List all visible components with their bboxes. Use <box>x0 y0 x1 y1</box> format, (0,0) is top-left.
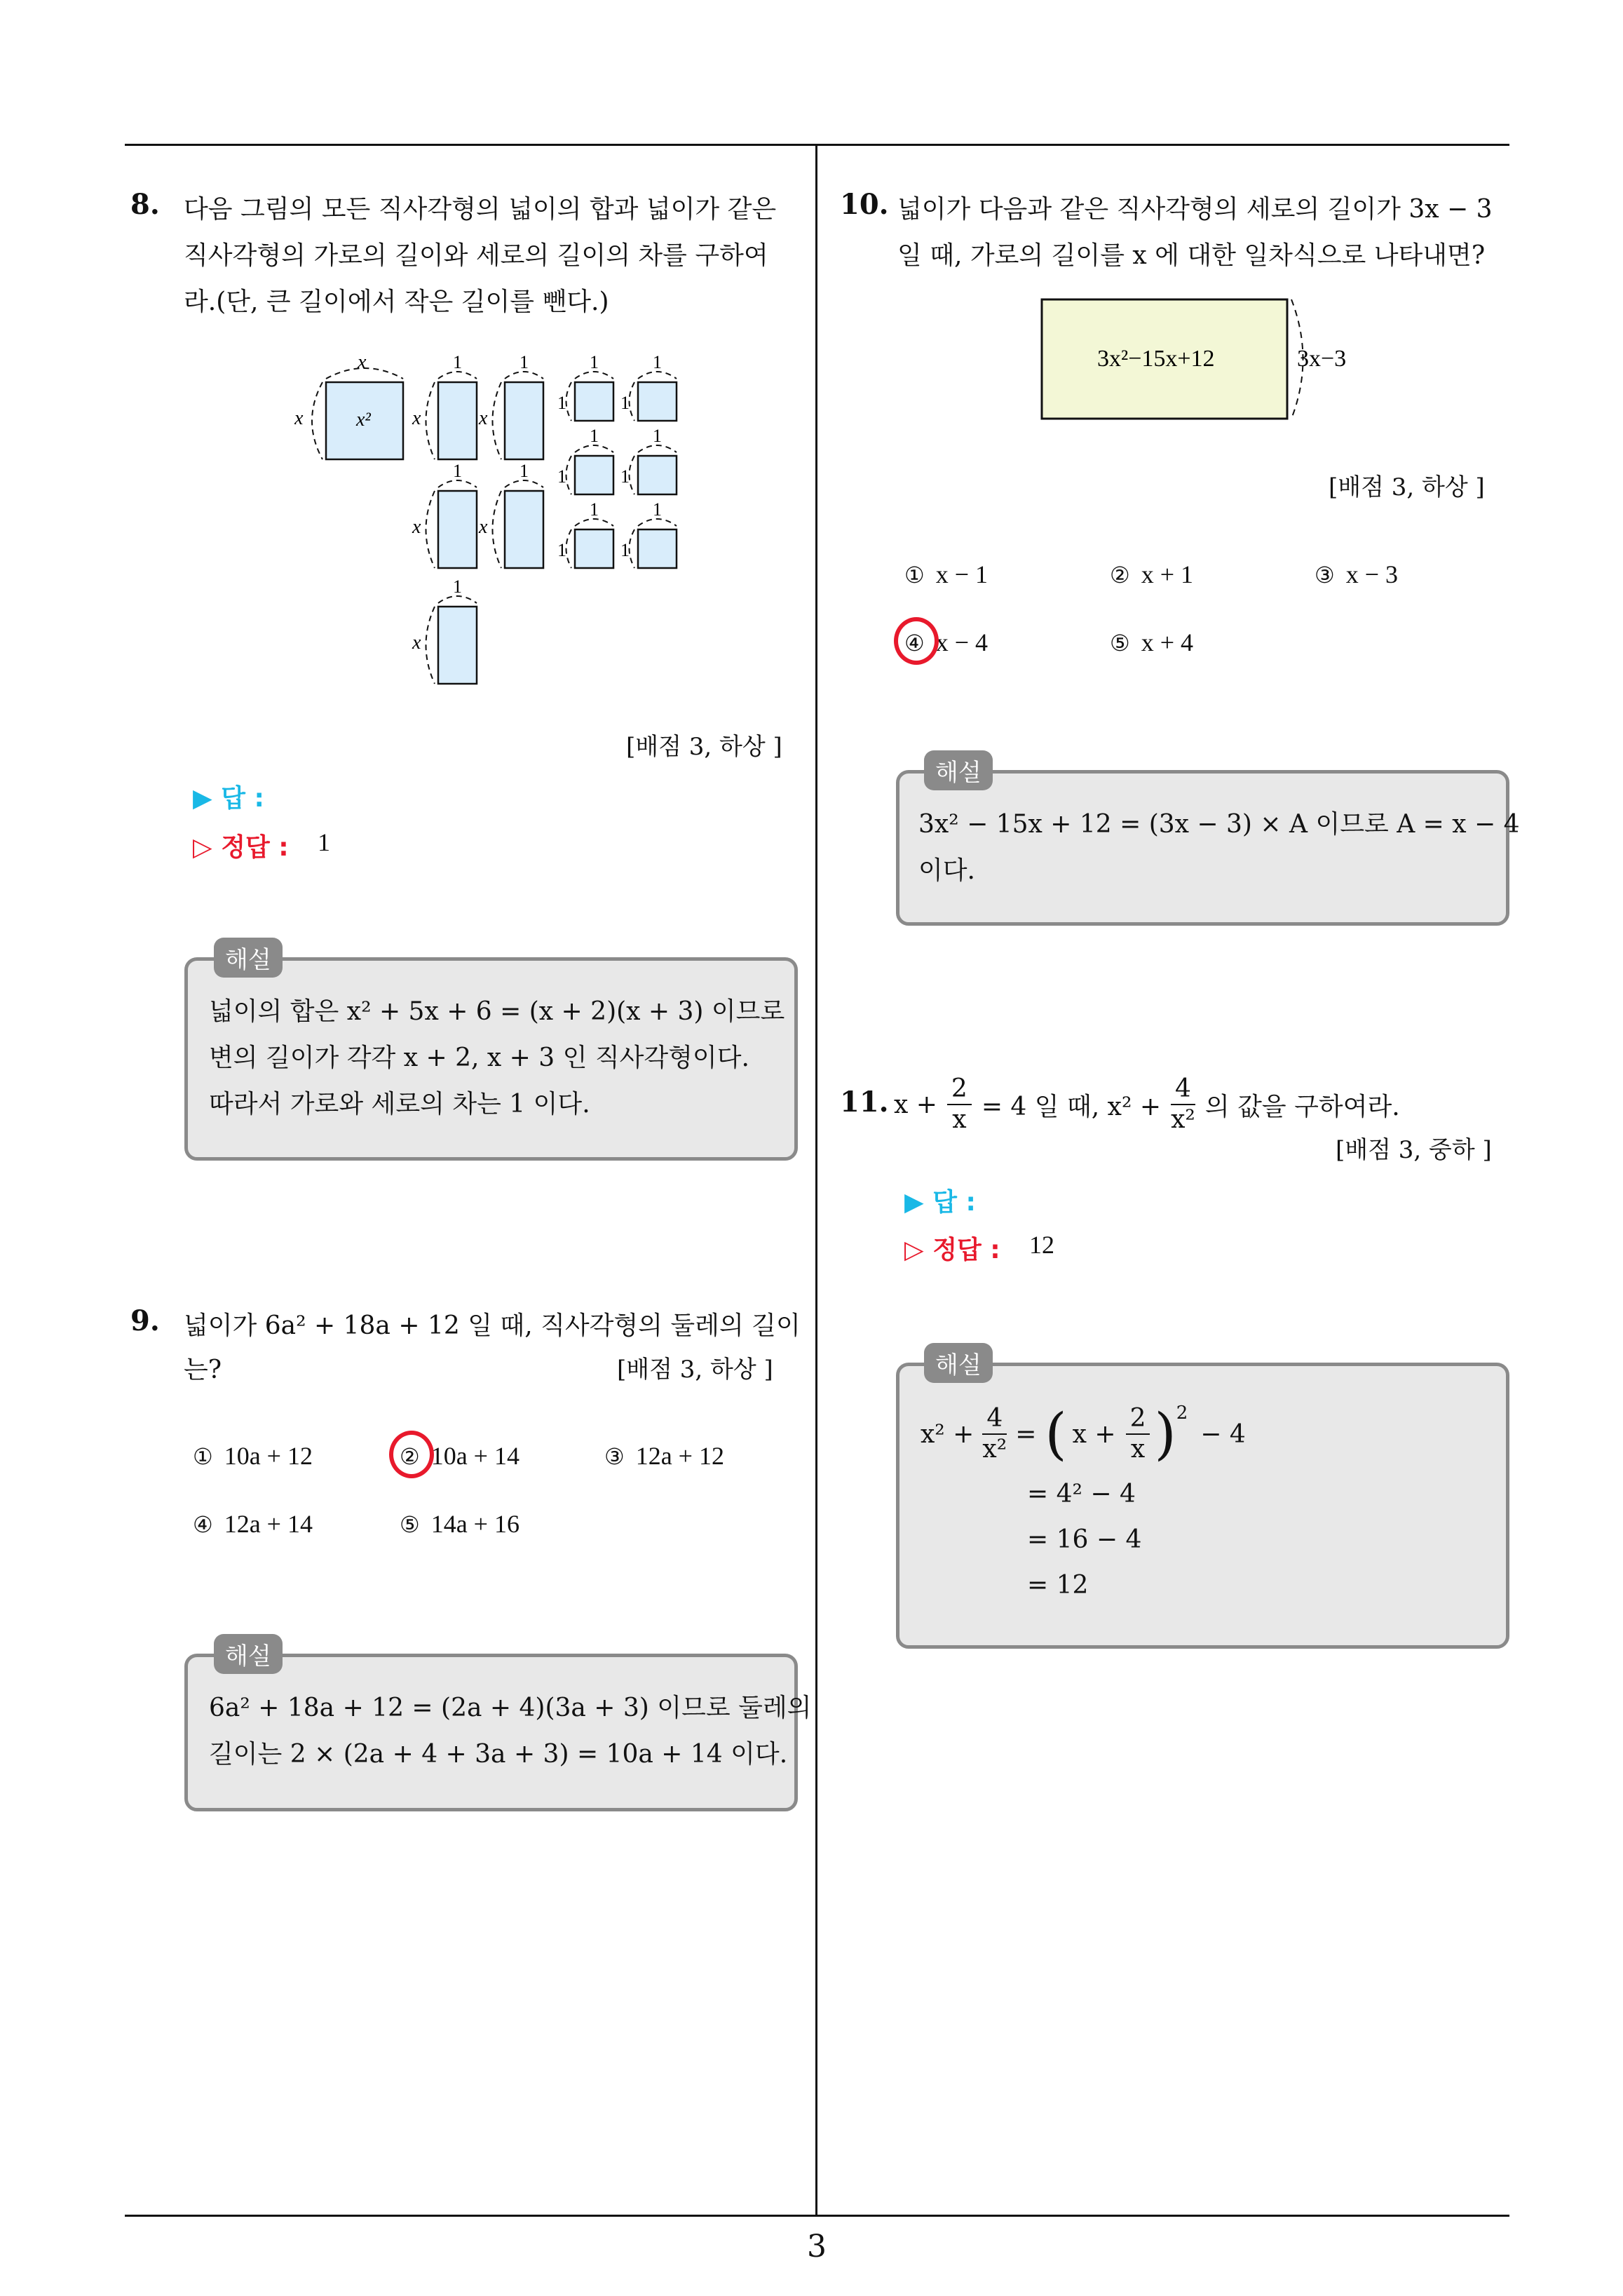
square-1 <box>638 456 677 494</box>
rect-1x <box>438 491 477 568</box>
q11-exp-paren-fraction: $\frac{2}{x}$ <box>1126 1404 1150 1464</box>
q9-text-line-2: 는? <box>184 1356 222 1384</box>
q10-choice-3[interactable]: ③ x − 3 <box>1315 560 1398 588</box>
svg-text:1: 1 <box>557 393 566 413</box>
square-1 <box>638 529 677 568</box>
svg-text:1: 1 <box>620 540 630 560</box>
rect-1x <box>505 382 543 459</box>
q9-explanation-line-1: 6a² + 18a + 12 = (2a + 4)(3a + 3) 이므로 둘레의 <box>209 1694 812 1722</box>
q10-figure <box>1038 291 1402 431</box>
q11-explanation-step-1: = 4² − 4 <box>1027 1480 1136 1508</box>
q9-choice-1[interactable]: ① 10a + 12 <box>193 1442 313 1470</box>
q11-explanation-line-1: x² + $\frac{4}{\text{x²}}$ = ( x + $\frac{2}{x}$ ) 2 − 4 <box>921 1401 1246 1466</box>
square-1 <box>575 382 613 421</box>
q11-mid: = 4 일 때, x² + <box>981 1092 1162 1121</box>
page-number: 3 <box>807 2229 827 2264</box>
q11-correct-label: ▷ 정답 : <box>904 1236 1000 1264</box>
q10-choice-5[interactable]: ⑤ x + 4 <box>1110 628 1193 656</box>
q9-score: [배점 3, 하상 ] <box>617 1356 773 1384</box>
q8-text-line-1: 다음 그림의 모든 직사각형의 넓이의 합과 넓이가 같은 <box>184 195 777 224</box>
svg-text:1: 1 <box>590 499 599 520</box>
q10-choice-1[interactable]: ① x − 1 <box>904 560 988 588</box>
q10-height-label: 3x−3 <box>1297 346 1347 372</box>
svg-text:1: 1 <box>557 466 566 487</box>
svg-text:1: 1 <box>590 426 599 446</box>
q9-selected-circle <box>389 1431 434 1478</box>
q8-explanation-line-1: 넓이의 합은 x² + 5x + 6 = (x + 2)(x + 3) 이므로 <box>209 997 785 1026</box>
q9-number: 9. <box>130 1304 160 1337</box>
q11-explanation-step-2: = 16 − 4 <box>1027 1525 1142 1554</box>
q10-choice-4[interactable]: ④ x − 4 <box>904 628 988 656</box>
q10-score: [배점 3, 하상 ] <box>1329 473 1485 501</box>
q10-selected-circle <box>894 617 939 665</box>
q10-explanation-line-1: 3x² − 15x + 12 = (3x − 3) × A 이므로 A = x − 4 <box>918 810 1520 839</box>
svg-text:1: 1 <box>453 461 462 481</box>
q8-explanation-line-3: 따라서 가로와 세로의 차는 1 이다. <box>209 1090 590 1119</box>
q10-explanation-line-2: 이다. <box>918 856 975 885</box>
svg-text:1: 1 <box>620 466 630 487</box>
q8-explanation-line-2: 변의 길이가 각각 x + 2, x + 3 인 직사각형이다. <box>209 1044 749 1072</box>
q11-number: 11. <box>840 1086 889 1119</box>
svg-text:1: 1 <box>520 352 529 372</box>
svg-text:1: 1 <box>453 576 462 597</box>
q11-fraction-2: $\frac{4}{\text{x²}}$ <box>1171 1074 1195 1134</box>
svg-text:x: x <box>412 516 421 538</box>
q9-choice-2[interactable]: ② 10a + 14 <box>400 1442 520 1470</box>
q8-number: 8. <box>130 188 160 221</box>
svg-text:1: 1 <box>520 461 529 481</box>
q8-fig-label-x-top: x <box>358 351 367 373</box>
q8-text-line-2: 직사각형의 가로의 길이와 세로의 길이의 차를 구하여 <box>184 241 768 270</box>
q8-text-line-3: 라.(단, 큰 길이에서 작은 길이를 뺀다.) <box>184 288 609 316</box>
q10-text-line-1: 넓이가 다음과 같은 직사각형의 세로의 길이가 3x − 3 <box>897 195 1493 224</box>
q10-area-label: 3x²−15x+12 <box>1097 346 1215 372</box>
q8-score: [배점 3, 하상 ] <box>626 733 782 761</box>
q11-exp-fraction: $\frac{4}{\text{x²}}$ <box>982 1404 1007 1464</box>
q9-choice-5[interactable]: ⑤ 14a + 16 <box>400 1510 520 1538</box>
right-paren: ) <box>1154 1401 1176 1466</box>
q11-correct-value: 12 <box>1029 1231 1054 1259</box>
q8-figure <box>294 347 701 691</box>
svg-text:x: x <box>412 632 421 654</box>
q8-correct-label: ▷ 정답 : <box>193 833 289 862</box>
left-paren: ( <box>1045 1401 1067 1466</box>
q11-fraction-1: $\frac{2}{x}$ <box>947 1074 972 1135</box>
svg-text:x: x <box>412 407 421 429</box>
square-1 <box>575 456 613 494</box>
svg-text:1: 1 <box>653 499 662 520</box>
rect-1x <box>505 491 543 568</box>
square-1 <box>575 529 613 568</box>
svg-text:1: 1 <box>557 540 566 560</box>
q10-explanation-tab: 해설 <box>924 750 993 790</box>
column-divider <box>815 144 817 2216</box>
q9-explanation-line-2: 길이는 2 × (2a + 4 + 3a + 3) = 10a + 14 이다. <box>209 1740 788 1769</box>
q11-suffix: 의 값을 구하여라. <box>1204 1092 1400 1121</box>
svg-text:1: 1 <box>620 393 630 413</box>
svg-text:x: x <box>479 407 488 429</box>
svg-text:1: 1 <box>653 352 662 372</box>
q11-prefix: x + <box>894 1090 937 1119</box>
svg-text:1: 1 <box>590 352 599 372</box>
square-1 <box>638 382 677 421</box>
q10-text-line-2: 일 때, 가로의 길이를 x 에 대한 일차식으로 나타내면? <box>897 241 1486 270</box>
q8-explanation-tab: 해설 <box>214 938 283 978</box>
bottom-rule <box>125 2215 1509 2217</box>
q9-explanation-tab: 해설 <box>214 1634 283 1674</box>
rect-1x <box>438 382 477 459</box>
q10-choice-2[interactable]: ② x + 1 <box>1110 560 1193 588</box>
q8-correct-value: 1 <box>318 828 330 856</box>
rect-1x <box>438 607 477 684</box>
q8-fig-label-square: x² <box>356 409 371 431</box>
q8-fig-label-x-left: x <box>294 407 304 429</box>
svg-text:1: 1 <box>453 352 462 372</box>
q10-explanation-box <box>896 770 1509 926</box>
q9-text-line-1: 넓이가 6a² + 18a + 12 일 때, 직사각형의 둘레의 길이 <box>184 1311 801 1340</box>
q9-choice-3[interactable]: ③ 12a + 12 <box>604 1442 724 1470</box>
q8-answer-label: ▶ 답 : <box>193 784 264 813</box>
q11-explanation-tab: 해설 <box>924 1343 993 1383</box>
q11-answer-label: ▶ 답 : <box>904 1188 976 1217</box>
q11-score: [배점 3, 중하 ] <box>1336 1136 1492 1164</box>
svg-text:x: x <box>479 516 488 538</box>
q11-explanation-step-3: = 12 <box>1027 1571 1089 1600</box>
q9-choice-4[interactable]: ④ 12a + 14 <box>193 1510 313 1538</box>
svg-text:1: 1 <box>653 426 662 446</box>
q10-number: 10. <box>840 188 889 221</box>
q11-question <box>894 1066 1400 1143</box>
